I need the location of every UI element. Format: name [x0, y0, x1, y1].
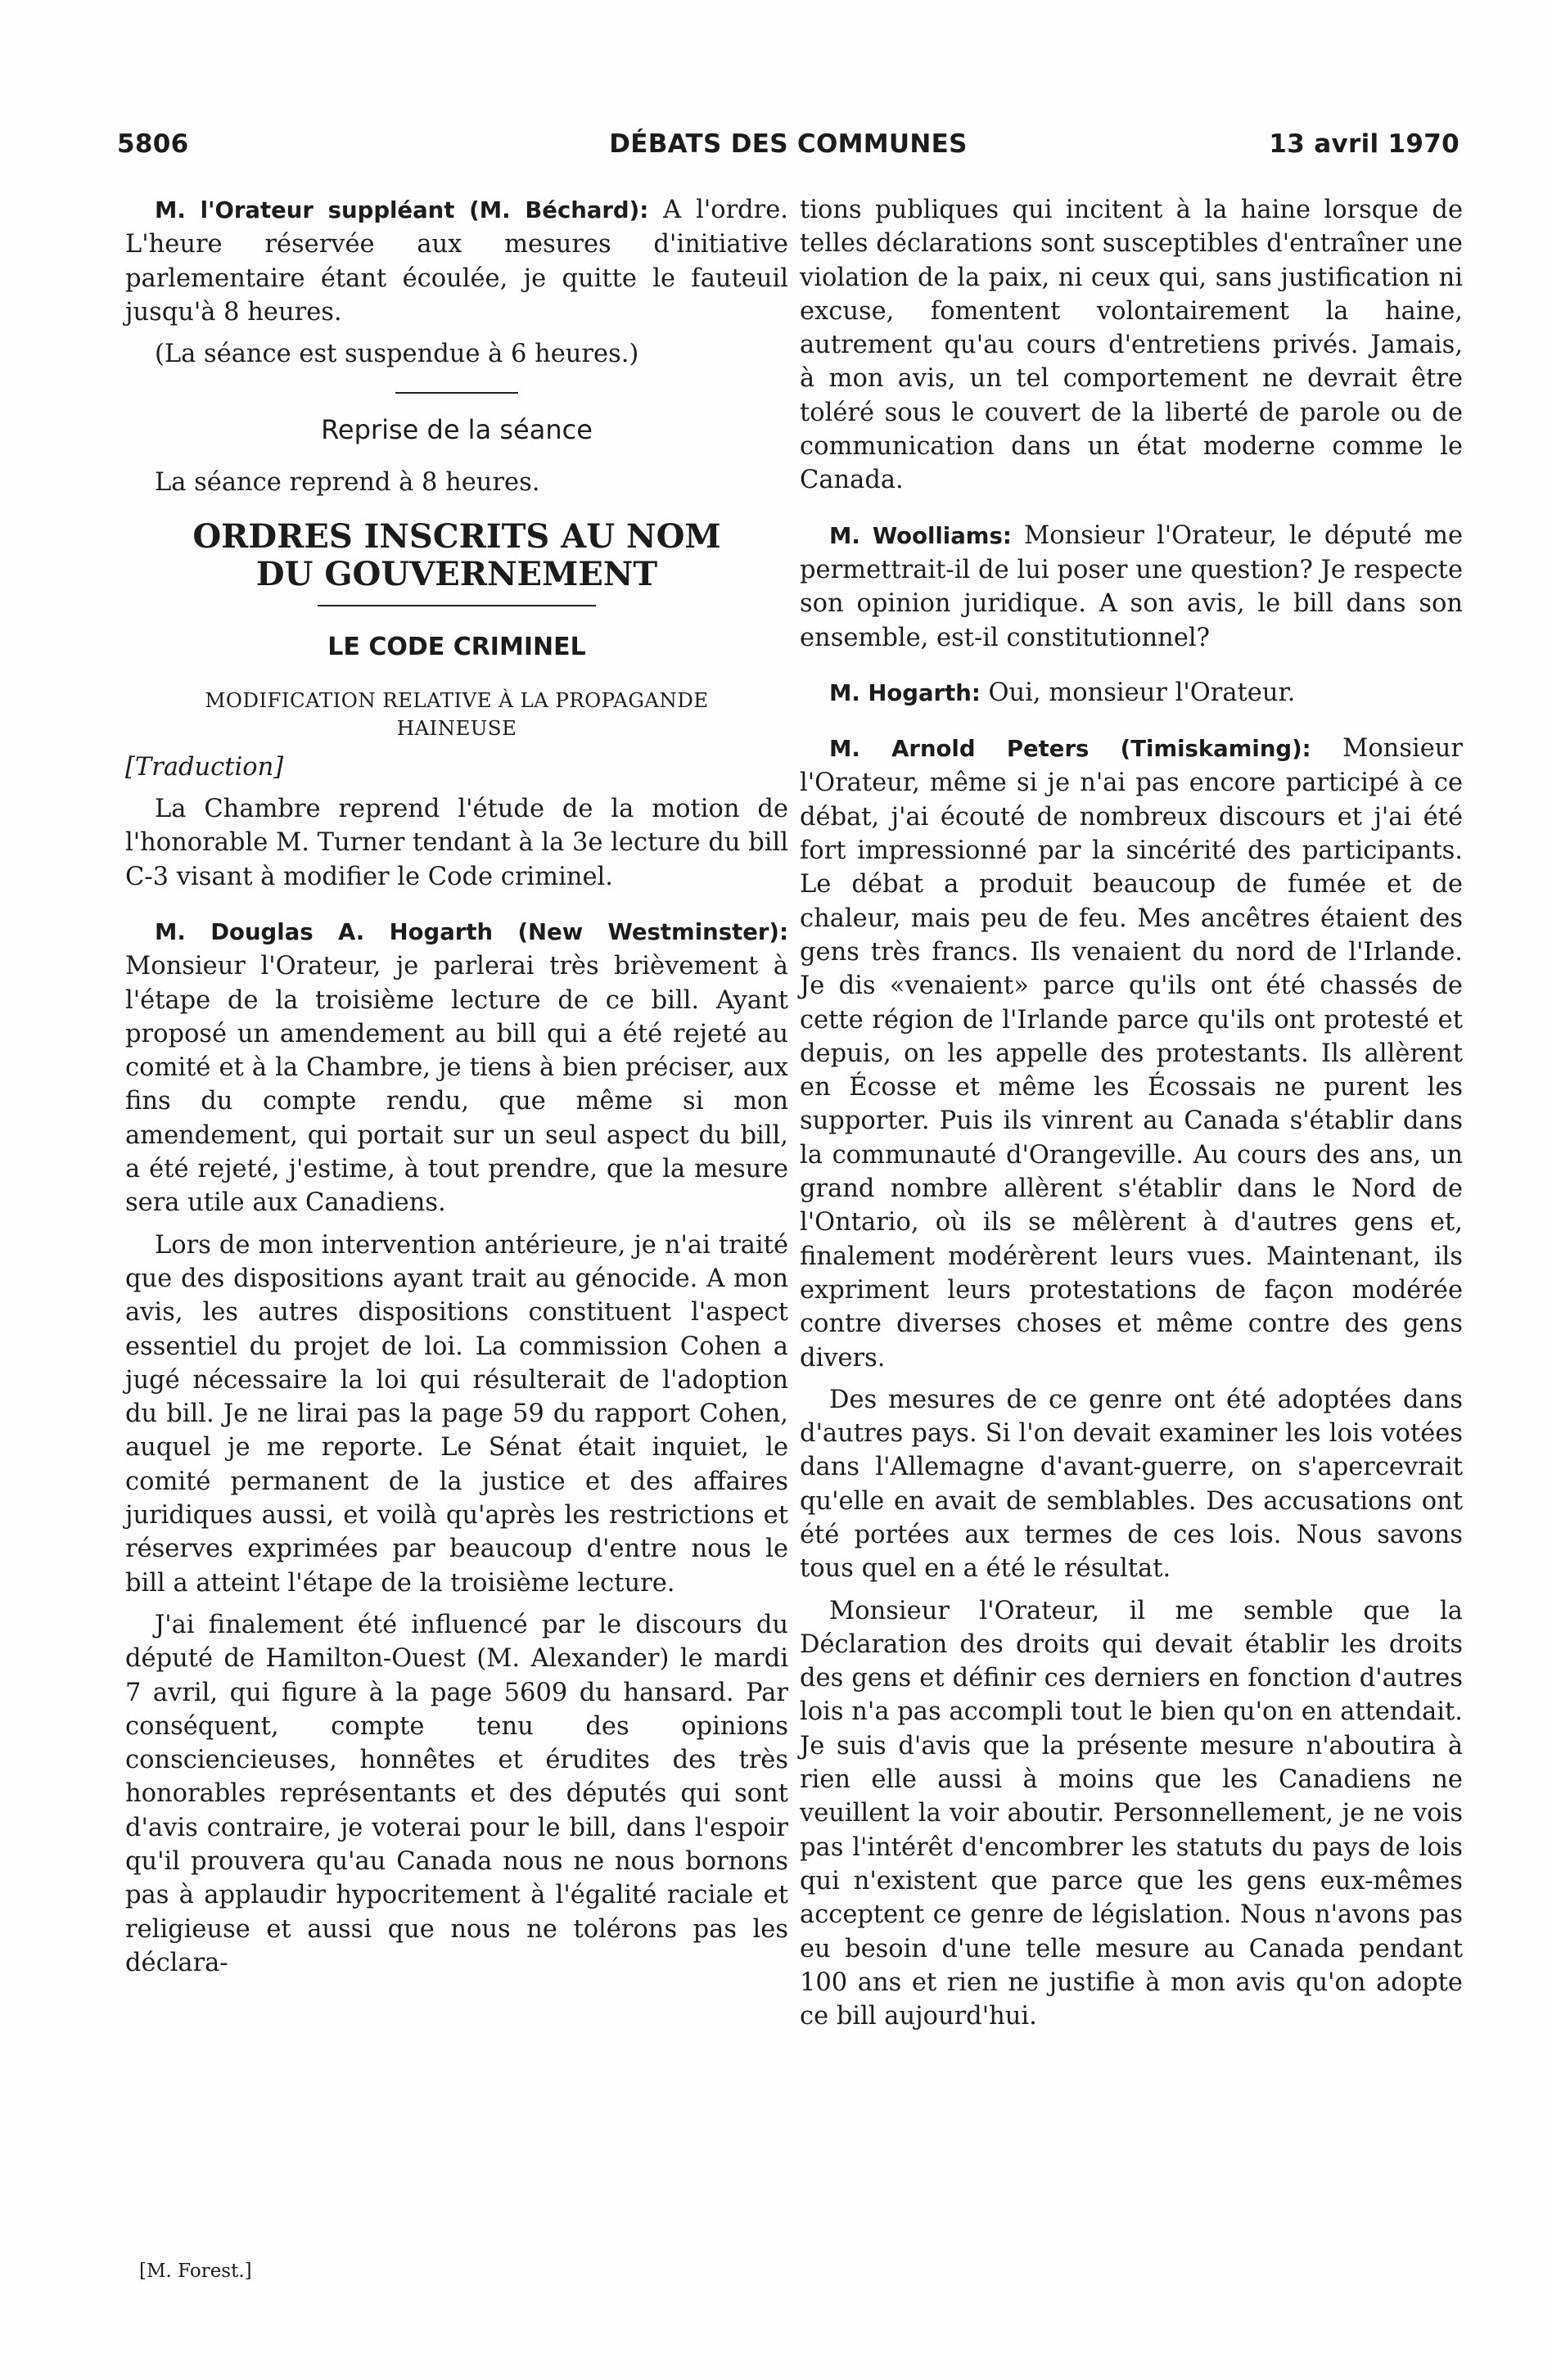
- orders-heading: [125, 518, 788, 593]
- speaker-name: M. Douglas A. Hogarth (New Westminster):: [155, 918, 788, 945]
- paragraph: Monsieur l'Orateur, il me semble que la Déclaration des droits qui devait établir les droits des gens et définir ces derniers en fonction d'autres lois n'a pas accompli tout le bien qu'on en attendait. Je suis d'avis que la présente mesure n'aboutira à rien elle aussi à moins que les Canadiens ne veuillent la voir aboutir. Personnellement, je ne vois pas l'intérêt d'encombrer les statuts du pays de lois qui n'existent que parce que les gens eux-mêmes acceptent ce genre de législation. Nous n'avons pas eu besoin d'une telle mesure au Canada pendant 100 ans et rien ne justifie à mon avis qu'on adopte ce bill aujourd'hui.: [800, 1596, 1463, 2031]
- bill-subtitle-line: HAINEUSE: [396, 715, 517, 740]
- paragraph: [125, 193, 788, 329]
- paragraph-text: Monsieur l'Orateur, je parlerai très brièvement à l'étape de la troisième lecture de ce bill. Ayant proposé un amendement au bill qui a été rejeté au comité et à la Chambre, je tiens à bien préciser, aux fins du compte rendu, que même si mon amendement, qui portait sur un seul aspect du bill, a été rejeté, j'estime, à tout prendre, que la mesure sera utile aux Canadiens.: [125, 952, 788, 1218]
- speaker-name: M. Arnold Peters (Timiskaming):: [829, 736, 1311, 763]
- publication-title: DÉBATS DES COMMUNES: [609, 129, 968, 159]
- speaker-name: M. Hogarth:: [829, 679, 981, 706]
- issue-date: 13 avril 1970: [1269, 129, 1460, 159]
- bill-subtitle: [125, 687, 788, 742]
- section-divider: [395, 392, 518, 394]
- paragraph: [800, 732, 1463, 1375]
- paragraph: Des mesures de ce genre ont été adoptées dans d'autres pays. Si l'on devait examiner les lois votées dans l'Allemagne d'avant-guerre, on s'apercevrait qu'elle en avait de semblables. Des accusations ont été portées aux termes de ces lois. Nous savons tous quel en a été le résultat.: [800, 1385, 1463, 1584]
- bill-subtitle-line: MODIFICATION RELATIVE À LA PROPAGANDE: [205, 687, 709, 712]
- paragraph: tions publiques qui incitent à la haine lorsque de telles déclarations sont susceptibles d'entraîner une violation de la paix, ni ceux qui, sans justification ni excuse, fomentent volontairement la haine, autrement qu'au cours d'entretiens privés. Jamais, à mon avis, un tel comportement ne devrait être toléré sous le couvert de la liberté de parole ou de communication dans un état moderne comme le Canada.: [800, 196, 1463, 495]
- paragraph-text: Monsieur l'Orateur, le député me permettrait-il de lui poser une question? Je respecte son opinion juridique. A son avis, le bill dans son ensemble, est-il constitutionnel?: [800, 521, 1463, 652]
- paragraph-text: Monsieur l'Orateur, même si je n'ai pas encore participé à ce débat, j'ai écouté de nombreux discours et j'ai été fort impressionné par la sincérité des participants. Le débat a produit beaucoup de fumée et de chaleur, mais peu de feu. Mes ancêtres étaient des gens très francs. Ils venaient du nord de l'Irlande. Je dis «venaient» parce qu'ils ont été chassés de cette région de l'Irlande parce qu'ils ont protesté et depuis, on les appelle des protestants. Ils allèrent en Écosse et même les Écossais ne purent les supporter. Puis ils vinrent au Canada s'établir dans la communauté d'Orangeville. Au cours des ans, un grand nombre allèrent s'établir dans le Nord de l'Ontario, où ils se mêlèrent à d'autres gens et, finalement modérèrent leurs vues. Maintenant, ils expriment leurs protestations de façon modérée contre diverses choses et même contre des gens divers.: [800, 734, 1464, 1373]
- paragraph: [125, 915, 788, 1220]
- page-footer: [M. Forest.]: [139, 2261, 252, 2282]
- speaker-name: M. l'Orateur suppléant (M. Béchard):: [155, 197, 649, 223]
- page-number: 5806: [117, 129, 189, 159]
- paragraph: [800, 519, 1463, 655]
- paragraph: [800, 676, 1463, 710]
- paragraph-text: A l'ordre. L'heure réservée aux mesures d'initiative parlementaire étant écoulée, je quitte le fauteuil jusqu'à 8 heures.: [125, 196, 788, 327]
- section-heading: Reprise de la séance: [321, 414, 593, 446]
- paragraph-text: Oui, monsieur l'Orateur.: [988, 678, 1296, 707]
- translation-note: [Traduction]: [125, 752, 284, 782]
- paragraph: La Chambre reprend l'étude de la motion de l'honorable M. Turner tendant à la 3e lecture du bill C-3 visant à modifier le Code criminel.: [125, 795, 788, 891]
- paragraph: Lors de mon intervention antérieure, je n'ai traité que des dispositions ayant trait au génocide. A mon avis, les autres dispositions constituent l'aspect essentiel du projet de loi. La commission Cohen a jugé nécessaire la loi qui résulterait de l'adoption du bill. Je ne lirai pas la page 59 du rapport Cohen, auquel je me reporte. Le Sénat était inquiet, le comité permanent de la justice et des affaires juridiques aussi, et voilà qu'après les restrictions et réserves exprimées par beaucoup d'entre nous le bill a atteint l'étape de la troisième lecture.: [125, 1230, 788, 1598]
- speaker-name: M. Woolliams:: [829, 522, 1012, 549]
- orders-heading-line: ORDRES INSCRITS AU NOM: [192, 516, 721, 556]
- paragraph: La séance reprend à 8 heures.: [155, 468, 540, 498]
- orders-heading-line: DU GOUVERNEMENT: [255, 554, 658, 593]
- right-column: [800, 193, 1463, 2041]
- paragraph: (La séance est suspendue à 6 heures.): [155, 340, 639, 369]
- left-column: [125, 193, 788, 1988]
- bill-title: LE CODE CRIMINEL: [327, 632, 586, 661]
- heading-divider: [318, 605, 596, 606]
- paragraph: J'ai finalement été influencé par le discours du député de Hamilton-Ouest (M. Alexander) le mardi 7 avril, qui figure à la page 5609 du hansard. Par conséquent, compte tenu des opinions consciencieuses, honnêtes et érudites des très honorables représentants et des députés qui sont d'avis contraire, je voterai pour le bill, dans l'espoir qu'il prouvera qu'au Canada nous ne nous bornons pas à applaudir hypocritement à l'égalité raciale et religieuse et aussi que nous ne tolérons pas les déclara-: [125, 1610, 788, 1977]
